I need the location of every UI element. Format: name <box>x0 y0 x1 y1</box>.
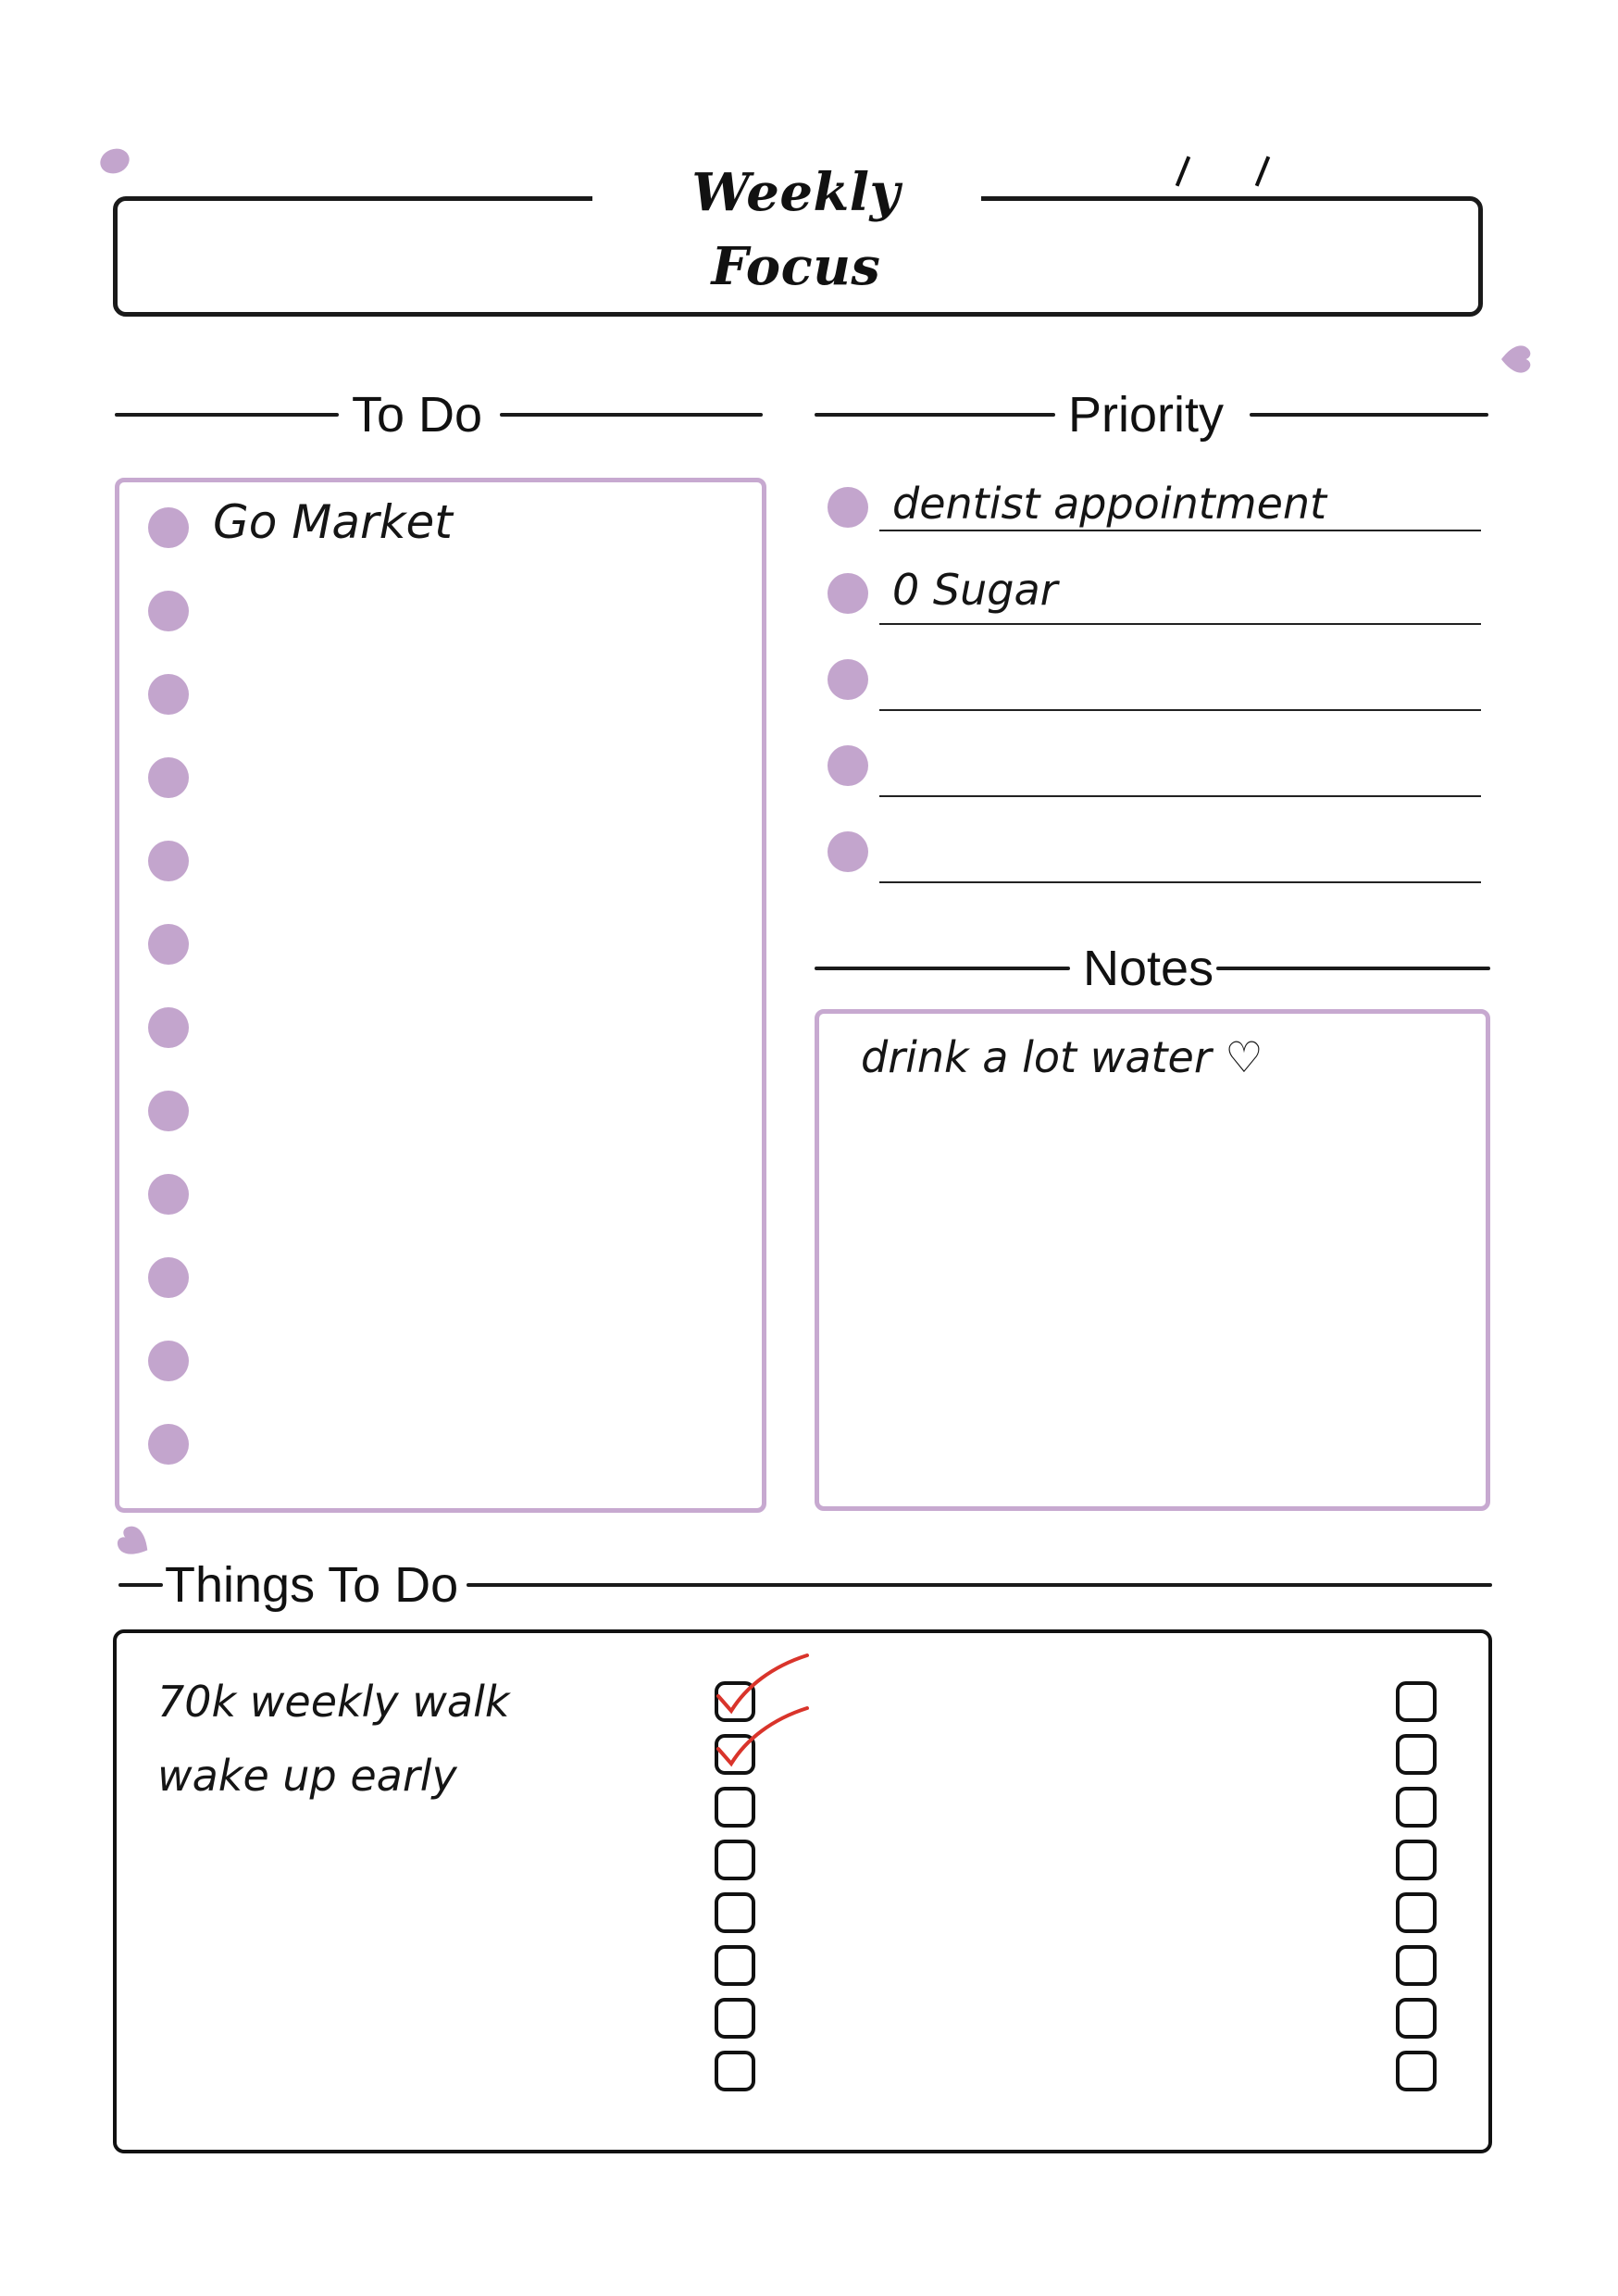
task-item: 70k weekly walk <box>157 1677 510 1727</box>
bullet-dot-icon <box>148 924 189 965</box>
todo-title: To Do <box>352 387 483 443</box>
bullet-dot-icon <box>148 507 189 548</box>
priority-item[interactable] <box>828 740 1494 814</box>
left-checkbox[interactable] <box>715 1892 755 1933</box>
notes-rule-right <box>1216 967 1490 970</box>
checkmark-icon <box>715 1706 816 1771</box>
priority-underline <box>879 623 1481 625</box>
bullet-dot-icon <box>828 659 868 700</box>
right-checkbox[interactable] <box>1396 1998 1437 2039</box>
notes-text: drink a lot water ♡ <box>861 1032 1263 1082</box>
todo-item[interactable] <box>148 1007 741 1063</box>
priority-underline <box>879 709 1481 711</box>
bullet-dot-icon <box>148 1341 189 1381</box>
todo-item[interactable] <box>148 924 741 980</box>
todo-item[interactable] <box>148 1174 741 1229</box>
todo-item-text: Go Market <box>213 495 453 549</box>
left-checkbox[interactable] <box>715 1945 755 1986</box>
bullet-dot-icon <box>828 487 868 528</box>
priority-underline <box>879 795 1481 797</box>
bullet-dot-icon <box>148 1174 189 1215</box>
bullet-dot-icon <box>148 841 189 881</box>
heart-icon <box>1500 339 1537 383</box>
priority-item[interactable] <box>828 481 1494 555</box>
todo-item[interactable] <box>148 841 741 896</box>
todo-item[interactable] <box>148 1424 741 1479</box>
priority-rule-left <box>815 413 1055 417</box>
heart-icon <box>98 146 131 180</box>
left-checkbox[interactable] <box>715 1840 755 1880</box>
todo-item[interactable] <box>148 674 741 730</box>
right-checkbox[interactable] <box>1396 1787 1437 1828</box>
priority-underline <box>879 530 1481 531</box>
bullet-dot-icon <box>148 591 189 631</box>
todo-rule-left <box>115 413 339 417</box>
bullet-dot-icon <box>828 573 868 614</box>
bullet-dot-icon <box>148 1424 189 1465</box>
date-separator <box>1255 156 1270 186</box>
todo-item[interactable] <box>148 1257 741 1313</box>
priority-underline <box>879 881 1481 883</box>
todo-item[interactable] <box>148 1091 741 1146</box>
notes-rule-left <box>815 967 1070 970</box>
bullet-dot-icon <box>828 745 868 786</box>
things-rule-right <box>467 1583 1492 1587</box>
bullet-dot-icon <box>148 1007 189 1048</box>
bullet-dot-icon <box>148 674 189 715</box>
right-checkbox[interactable] <box>1396 1945 1437 1986</box>
priority-item-text: 0 Sugar <box>892 565 1058 615</box>
priority-item[interactable] <box>828 654 1494 728</box>
priority-title: Priority <box>1068 387 1225 443</box>
left-checkbox[interactable] <box>715 1787 755 1828</box>
bullet-dot-icon <box>148 757 189 798</box>
date-separator <box>1176 156 1190 186</box>
right-checkbox[interactable] <box>1396 1840 1437 1880</box>
bullet-dot-icon <box>148 1257 189 1298</box>
todo-rule-right <box>500 413 763 417</box>
notes-title: Notes <box>1083 941 1214 996</box>
right-checkbox[interactable] <box>1396 2051 1437 2091</box>
bullet-dot-icon <box>828 831 868 872</box>
right-checkbox[interactable] <box>1396 1892 1437 1933</box>
task-item: wake up early <box>157 1751 457 1801</box>
left-checkbox[interactable] <box>715 1998 755 2039</box>
things-to-do-title: Things To Do <box>165 1557 459 1613</box>
todo-item[interactable] <box>148 591 741 646</box>
priority-item[interactable] <box>828 826 1494 900</box>
todo-item[interactable] <box>148 495 741 563</box>
right-checkbox[interactable] <box>1396 1734 1437 1775</box>
left-checkbox[interactable] <box>715 2051 755 2091</box>
weekly-focus-title: Weekly Focus <box>691 162 901 297</box>
things-rule-left <box>118 1583 163 1587</box>
heart-icon <box>111 1520 154 1566</box>
todo-item[interactable] <box>148 757 741 813</box>
todo-item[interactable] <box>148 1341 741 1396</box>
priority-item[interactable] <box>828 565 1494 642</box>
bullet-dot-icon <box>148 1091 189 1131</box>
priority-item-text: dentist appointment <box>892 479 1327 529</box>
priority-rule-right <box>1250 413 1488 417</box>
right-checkbox[interactable] <box>1396 1681 1437 1722</box>
